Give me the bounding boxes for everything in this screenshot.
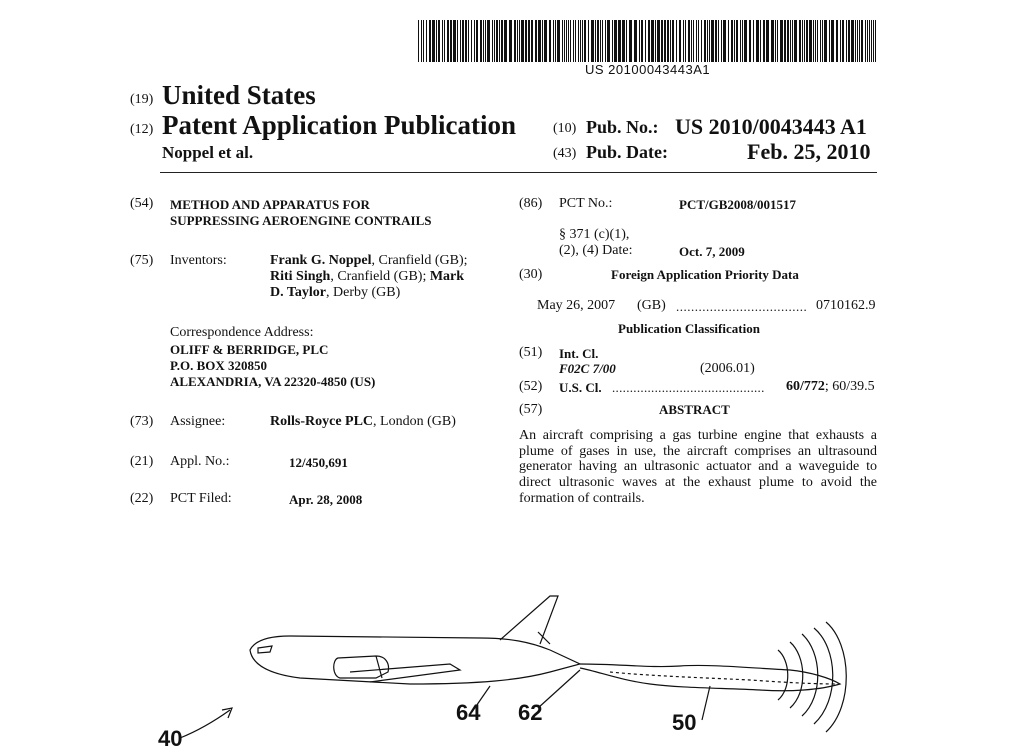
barcode-bar	[462, 20, 464, 62]
ref-40: 40	[158, 726, 183, 748]
assignee-code: (73)	[130, 414, 154, 429]
barcode-bar	[525, 20, 527, 62]
ultrasonic-wave	[778, 650, 788, 700]
barcode-bar	[664, 20, 666, 62]
barcode-bar	[742, 20, 743, 62]
barcode-bar	[535, 20, 537, 62]
intcl-code: (51)	[519, 345, 543, 360]
barcode-bar	[711, 20, 714, 62]
pct-filed-label: PCT Filed:	[170, 491, 232, 506]
barcode-bar	[696, 20, 697, 62]
barcode-bar	[570, 20, 571, 62]
barcode-bar	[634, 20, 637, 62]
ultrasonic-wave	[814, 628, 833, 724]
barcode-bar	[813, 20, 814, 62]
barcode-bar	[861, 20, 863, 62]
barcode-bar	[474, 20, 475, 62]
code-10: (10)	[553, 121, 577, 136]
assignee-rest: , London (GB)	[373, 414, 456, 429]
pct-value: PCT/GB2008/001517	[679, 197, 797, 212]
intcl-class: F02C 7/00	[559, 361, 616, 376]
barcode-bar	[471, 20, 472, 62]
barcode-bar	[806, 20, 808, 62]
barcode-bar	[566, 20, 567, 62]
barcode-bar	[707, 20, 708, 62]
barcode-bar	[857, 20, 858, 62]
barcode-bar	[457, 20, 458, 62]
barcode-bar	[787, 20, 789, 62]
pub-no-label: Pub. No.:	[586, 117, 659, 137]
inventors-line-1	[270, 253, 468, 269]
barcode-bar	[809, 20, 812, 62]
inventors-label: Inventors:	[170, 253, 227, 268]
barcode-bar	[715, 20, 717, 62]
barcode-bar	[453, 20, 456, 62]
barcode-bar	[842, 20, 844, 62]
barcode-bar	[426, 20, 427, 62]
abstract-line-1: An aircraft comprising a gas turbine engine that exhausts a	[519, 428, 877, 443]
uscl-main: 60/772	[786, 379, 825, 394]
barcode-bar	[648, 20, 650, 62]
inventors-line-3	[270, 285, 400, 301]
abstract-line-5: formation of contrails.	[519, 491, 645, 506]
barcode-bar	[492, 20, 493, 62]
abstract-heading: ABSTRACT	[659, 402, 730, 417]
barcode-bar	[549, 20, 551, 62]
leader-50	[702, 686, 710, 720]
barcode-bar	[483, 20, 484, 62]
barcode-number: US 20100043443A1	[585, 62, 711, 77]
barcode-bar	[595, 20, 596, 62]
barcode-bar	[573, 20, 574, 62]
barcode-bar	[580, 20, 581, 62]
barcode-bar	[794, 20, 797, 62]
correspondence-line-1: OLIFF & BERRIDGE, PLC	[170, 342, 329, 357]
barcode-bar	[418, 20, 419, 62]
barcode-bar	[790, 20, 791, 62]
intcl-label: Int. Cl.	[559, 346, 599, 361]
barcode-bar	[465, 20, 467, 62]
title-line-1: METHOD AND APPARATUS FOR	[170, 197, 370, 212]
engine-nacelle	[334, 656, 389, 678]
barcode-bar	[709, 20, 710, 62]
barcode-bar	[676, 20, 677, 62]
barcode-bar	[820, 20, 821, 62]
appl-code: (21)	[130, 454, 154, 469]
barcode-bar	[799, 20, 801, 62]
abstract-line-3: generator having an ultrasonic actuator and a waveguide to	[519, 459, 877, 474]
barcode-bar	[557, 20, 560, 62]
barcode-bar	[848, 20, 850, 62]
correspondence-line-2: P.O. BOX 320850	[170, 358, 268, 373]
barcode-bar	[661, 20, 663, 62]
inventor-name-3a: Mark	[429, 269, 465, 284]
barcode-bar	[600, 20, 601, 62]
uscl-rest: ; 60/39.5	[824, 379, 875, 394]
barcode-bar	[718, 20, 719, 62]
barcode-bar	[736, 20, 738, 62]
barcode-bar	[496, 20, 498, 62]
barcode-bar	[760, 20, 761, 62]
barcode-bar	[421, 20, 422, 62]
barcode-bar	[622, 20, 625, 62]
leader-62	[538, 670, 580, 708]
barcode-bar	[555, 20, 556, 62]
barcode-bar	[521, 20, 524, 62]
barcode-bar	[753, 20, 754, 62]
barcode-bar	[641, 20, 643, 62]
barcode-bar	[514, 20, 516, 62]
barcode-bar	[423, 20, 424, 62]
code-19: (19)	[130, 92, 154, 107]
s371-value: Oct. 7, 2009	[679, 244, 745, 259]
barcode-bar	[476, 20, 478, 62]
cockpit-window	[258, 646, 272, 653]
barcode-bar	[651, 20, 654, 62]
appl-label: Appl. No.:	[170, 454, 230, 469]
s371-line-1: § 371 (c)(1),	[559, 227, 630, 242]
publication-type: Patent Application Publication	[162, 110, 517, 140]
correspondence-label: Correspondence Address:	[170, 325, 314, 340]
s371-line-2: (2), (4) Date:	[559, 243, 633, 258]
barcode-bar	[501, 20, 503, 62]
barcode-bar	[851, 20, 854, 62]
barcode-bar	[688, 20, 690, 62]
inventor-rest-3: , Derby (GB)	[326, 285, 401, 300]
barcode-bar	[544, 20, 547, 62]
inventor-name-1: Frank G. Noppel	[270, 253, 372, 268]
appl-value: 12/450,691	[289, 455, 348, 470]
barcode-bar	[683, 20, 684, 62]
barcode-bar	[775, 20, 776, 62]
barcode-bar	[450, 20, 452, 62]
barcode-bar	[531, 20, 533, 62]
barcode-bar	[871, 20, 872, 62]
barcode-bar	[804, 20, 805, 62]
barcode-bar	[657, 20, 660, 62]
barcode-bar	[504, 20, 507, 62]
barcode-bar	[639, 20, 640, 62]
barcode-bar	[766, 20, 769, 62]
barcode-bar	[607, 20, 610, 62]
priority-country: (GB)	[637, 298, 666, 313]
barcode-bar	[784, 20, 786, 62]
barcode-bar	[480, 20, 482, 62]
inventors-short: Noppel et al.	[162, 143, 254, 162]
barcode-bar	[802, 20, 803, 62]
barcode-bar	[780, 20, 783, 62]
barcode-bar	[763, 20, 765, 62]
pct-code: (86)	[519, 196, 543, 211]
barcode-bar	[485, 20, 486, 62]
ultrasonic-wave	[790, 642, 803, 708]
correspondence-line-3: ALEXANDRIA, VA 22320-4850 (US)	[170, 374, 376, 389]
barcode-bar	[602, 20, 603, 62]
ref-50: 50	[672, 710, 697, 735]
barcode-bar	[442, 20, 443, 62]
barcode-bar	[869, 20, 870, 62]
barcode-bar	[618, 20, 621, 62]
barcode-bar	[701, 20, 702, 62]
barcode-bar	[582, 20, 583, 62]
barcode-bar	[429, 20, 431, 62]
tail-fin	[500, 596, 558, 644]
barcode-bar	[777, 20, 778, 62]
barcode-bar	[865, 20, 866, 62]
barcode-bar	[829, 20, 830, 62]
barcode-bar	[679, 20, 681, 62]
header-divider	[160, 172, 877, 173]
barcode-bar	[867, 20, 868, 62]
barcode-bar	[731, 20, 733, 62]
barcode-bar	[685, 20, 686, 62]
barcode-bar	[815, 20, 816, 62]
barcode-bar	[460, 20, 461, 62]
barcode-bar	[693, 20, 694, 62]
priority-heading: Foreign Application Priority Data	[611, 267, 799, 282]
barcode-bar	[568, 20, 569, 62]
barcode-bar	[723, 20, 726, 62]
barcode-bar	[584, 20, 586, 62]
pub-date: Feb. 25, 2010	[747, 139, 871, 164]
barcode-bar	[591, 20, 594, 62]
leader-40	[180, 710, 230, 738]
barcode-bar	[432, 20, 435, 62]
barcode-bar	[614, 20, 617, 62]
barcode	[418, 20, 878, 62]
barcode-bar	[494, 20, 495, 62]
inventors-line-2	[270, 269, 464, 285]
barcode-bar	[859, 20, 860, 62]
barcode-bar	[447, 20, 449, 62]
barcode-bar	[817, 20, 818, 62]
pct-label: PCT No.:	[559, 196, 613, 211]
pub-class-heading: Publication Classification	[618, 321, 760, 336]
barcode-bar	[499, 20, 500, 62]
pub-no: US 2010/0043443 A1	[675, 114, 867, 139]
barcode-bar	[840, 20, 841, 62]
assignee-value	[270, 414, 456, 430]
barcode-bar	[831, 20, 834, 62]
barcode-bar	[728, 20, 729, 62]
uscl-label: U.S. Cl.	[559, 380, 602, 395]
abstract-line-2: plume of gases in use, the aircraft comprises an ultrasound	[519, 444, 877, 459]
barcode-bar	[629, 20, 632, 62]
barcode-bar	[721, 20, 722, 62]
barcode-bar	[553, 20, 554, 62]
barcode-bar	[740, 20, 741, 62]
inventor-rest-1: , Cranfield (GB);	[371, 253, 468, 268]
title-line-2: SUPPRESSING AEROENGINE CONTRAILS	[170, 213, 432, 228]
barcode-bar	[756, 20, 759, 62]
inventors-code: (75)	[130, 253, 154, 268]
barcode-bar	[749, 20, 751, 62]
barcode-bar	[698, 20, 699, 62]
barcode-bar	[575, 20, 576, 62]
barcode-bar	[744, 20, 747, 62]
barcode-bar	[855, 20, 856, 62]
barcode-bar	[655, 20, 656, 62]
barcode-bar	[670, 20, 671, 62]
barcode-bar	[444, 20, 445, 62]
title-code: (54)	[130, 196, 154, 211]
barcode-bar	[691, 20, 692, 62]
inventor-name-2: Riti Singh	[270, 269, 331, 284]
code-12: (12)	[130, 122, 154, 137]
barcode-bar	[562, 20, 563, 62]
barcode-bar	[846, 20, 847, 62]
pub-date-label: Pub. Date:	[586, 142, 668, 162]
pct-filed-value: Apr. 28, 2008	[289, 492, 363, 507]
uscl-code: (52)	[519, 379, 543, 394]
barcode-bar	[626, 20, 627, 62]
uscl-dots: ...........................................	[612, 380, 765, 395]
barcode-bar	[836, 20, 838, 62]
barcode-bar	[645, 20, 646, 62]
barcode-bar	[517, 20, 518, 62]
priority-code: (30)	[519, 267, 543, 282]
ref-62: 62	[518, 700, 543, 725]
barcode-bar	[873, 20, 874, 62]
barcode-bar	[564, 20, 565, 62]
pct-filed-code: (22)	[130, 491, 154, 506]
code-43: (43)	[553, 146, 577, 161]
barcode-bar	[487, 20, 490, 62]
priority-date: May 26, 2007	[537, 298, 616, 313]
barcode-bar	[822, 20, 823, 62]
barcode-bar	[519, 20, 520, 62]
barcode-bar	[734, 20, 735, 62]
barcode-bar	[824, 20, 827, 62]
barcode-bar	[528, 20, 530, 62]
inventor-name-3b: D. Taylor	[270, 285, 327, 300]
barcode-bar	[597, 20, 599, 62]
barcode-bar	[771, 20, 774, 62]
abstract-line-4: direct ultrasonic waves at the exhaust plume to avoid the	[519, 475, 877, 490]
barcode-bar	[875, 20, 876, 62]
barcode-bar	[672, 20, 674, 62]
barcode-bar	[438, 20, 440, 62]
priority-dots: ...................................	[676, 299, 808, 314]
barcode-bar	[538, 20, 541, 62]
barcode-bar	[612, 20, 613, 62]
fuselage	[250, 636, 580, 684]
assignee-name: Rolls-Royce PLC	[270, 414, 374, 429]
barcode-bar	[792, 20, 793, 62]
barcode-bar	[588, 20, 589, 62]
intcl-version: (2006.01)	[700, 361, 755, 376]
barcode-bar	[436, 20, 437, 62]
barcode-bar	[704, 20, 706, 62]
abstract-code: (57)	[519, 402, 543, 417]
wing	[350, 664, 460, 682]
barcode-bar	[578, 20, 579, 62]
barcode-bar	[605, 20, 606, 62]
assignee-label: Assignee:	[170, 414, 226, 429]
barcode-bar	[667, 20, 669, 62]
inventor-rest-2: , Cranfield (GB);	[330, 269, 430, 284]
ultrasonic-wave	[826, 622, 846, 732]
ref-64: 64	[456, 700, 481, 725]
barcode-bar	[509, 20, 512, 62]
priority-number: 0710162.9	[816, 298, 876, 313]
aircraft-figure	[150, 560, 870, 748]
country: United States	[162, 80, 316, 110]
barcode-bar	[468, 20, 469, 62]
barcode-bar	[542, 20, 543, 62]
uscl-value	[786, 379, 875, 395]
